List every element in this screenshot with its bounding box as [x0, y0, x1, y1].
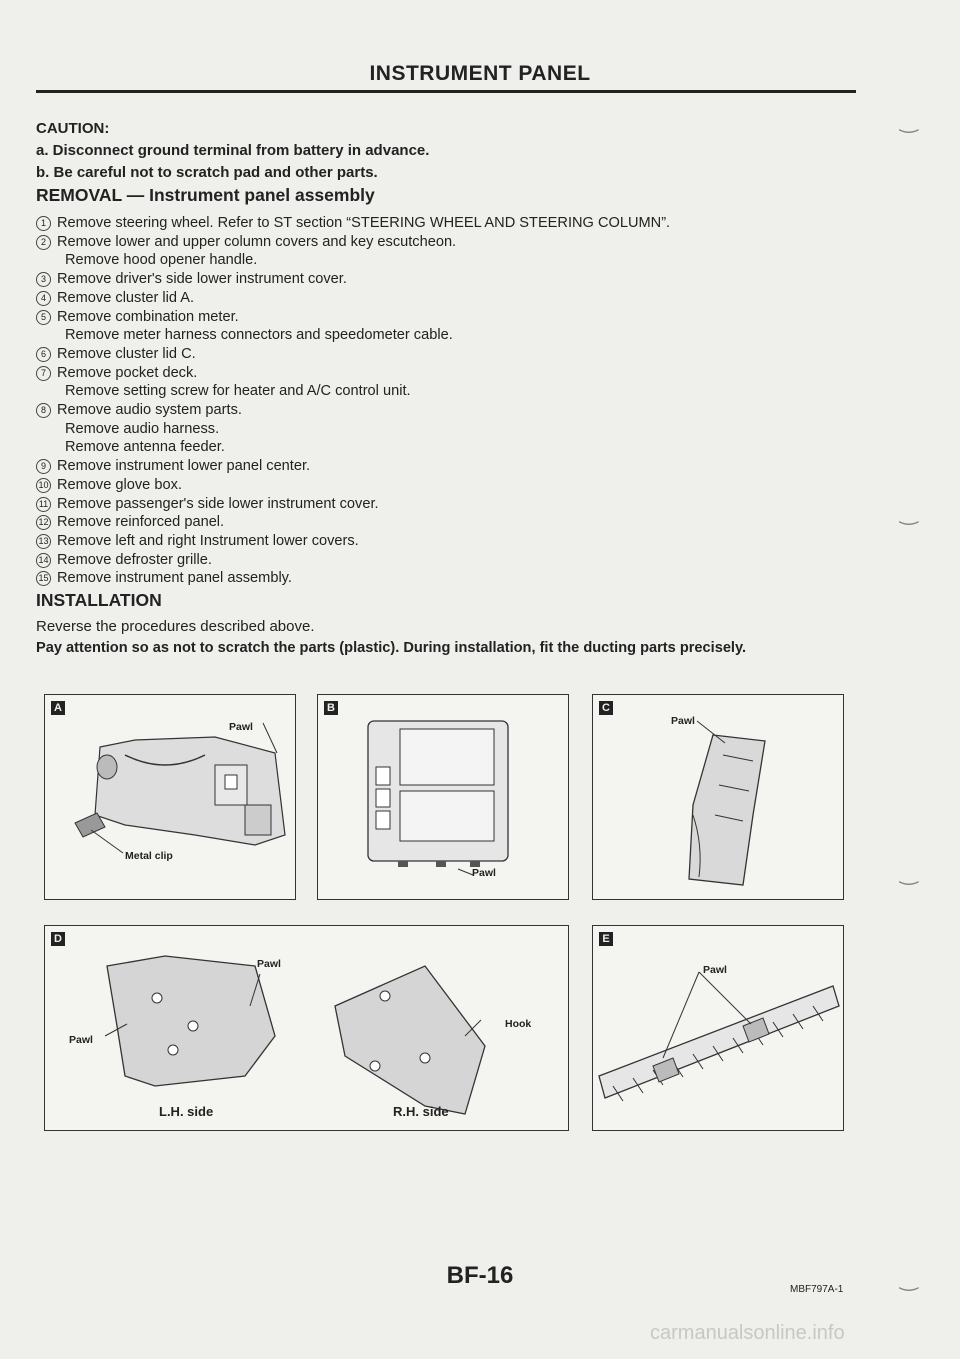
step-number-icon: 7 — [36, 366, 51, 381]
pawl-label: Pawl — [703, 964, 727, 976]
removal-step — [36, 476, 670, 495]
removal-heading: REMOVAL — Instrument panel assembly — [36, 185, 375, 205]
figure-e — [592, 925, 844, 1131]
step-number-icon: 2 — [36, 235, 51, 250]
watermark: carmanualsonline.info — [650, 1322, 845, 1344]
figure-b — [317, 694, 569, 900]
removal-substep: Remove audio harness. — [65, 420, 220, 437]
figure-a — [44, 694, 296, 900]
hook-label: Hook — [505, 1018, 532, 1030]
removal-step — [36, 308, 670, 327]
figure-tag: A — [51, 701, 65, 715]
step-text: Remove combination meter. — [57, 308, 239, 325]
removal-steps — [36, 214, 670, 588]
figure-c — [592, 694, 844, 900]
step-text: Remove steering wheel. Refer to ST section “STEERING WHEEL AND STEERING COLUMN”. — [57, 215, 671, 231]
removal-step — [36, 551, 670, 570]
step-text: Remove reinforced panel. — [57, 514, 225, 531]
lh-side-label: L.H. side — [159, 1104, 214, 1119]
figure-tag: B — [324, 701, 338, 715]
step-number-icon: 10 — [36, 478, 51, 493]
removal-step — [36, 569, 670, 588]
step-text: Remove left and right Instrument lower covers. — [57, 532, 359, 549]
caution-block — [36, 118, 429, 184]
removal-step — [36, 457, 670, 476]
pawl-left-label: Pawl — [69, 1034, 93, 1046]
pawl-label: Pawl — [229, 721, 253, 733]
pawl-label: Pawl — [671, 715, 695, 727]
installation-text: Reverse the procedures described above. — [36, 618, 315, 635]
figure-d-drawing — [45, 926, 568, 1130]
step-number-icon: 5 — [36, 310, 51, 325]
step-text: Remove audio system parts. — [57, 402, 242, 419]
removal-step — [36, 233, 670, 252]
page-number: BF-16 — [446, 1262, 514, 1289]
removal-step — [36, 495, 670, 514]
step-text: Remove instrument panel assembly. — [57, 570, 292, 587]
figure-b-drawing — [318, 695, 568, 899]
step-text: Remove defroster grille. — [57, 551, 212, 568]
step-text: Remove cluster lid A. — [57, 289, 195, 306]
step-number-icon: 12 — [36, 515, 51, 530]
step-number-icon: 13 — [36, 534, 51, 549]
step-number-icon: 11 — [36, 497, 51, 512]
step-text: Remove passenger's side lower instrument cover. — [57, 495, 379, 512]
removal-substep: Remove hood opener handle. — [65, 252, 258, 269]
binding-hole-mark: ‿ — [900, 1266, 918, 1291]
figure-e-drawing — [593, 926, 843, 1130]
removal-substep: Remove meter harness connectors and speedometer cable. — [65, 327, 453, 344]
caution-item: a. Disconnect ground terminal from battery in advance. — [36, 142, 430, 159]
step-number-icon: 1 — [36, 216, 51, 231]
page-title: INSTRUMENT PANEL — [369, 62, 591, 85]
removal-step — [36, 364, 670, 383]
removal-step — [36, 513, 670, 532]
figure-code: MBF797A-1 — [790, 1284, 844, 1295]
step-text: Remove driver's side lower instrument cover. — [57, 271, 347, 288]
removal-step — [36, 289, 670, 308]
removal-substep: Remove setting screw for heater and A/C control unit. — [65, 383, 411, 400]
figure-tag: C — [599, 701, 613, 715]
step-text: Remove instrument lower panel center. — [57, 458, 311, 475]
removal-step — [36, 214, 670, 233]
removal-step — [36, 401, 670, 420]
step-number-icon: 14 — [36, 553, 51, 568]
step-number-icon: 8 — [36, 403, 51, 418]
figure-a-drawing — [45, 695, 295, 899]
removal-step — [36, 270, 670, 289]
step-text: Remove lower and upper column covers and key escutcheon. — [57, 233, 457, 250]
step-number-icon: 6 — [36, 347, 51, 362]
installation-heading: INSTALLATION — [36, 590, 162, 610]
step-number-icon: 3 — [36, 272, 51, 287]
pawl-label: Pawl — [472, 867, 496, 879]
removal-step — [36, 345, 670, 364]
figure-tag: D — [51, 932, 65, 946]
step-number-icon: 9 — [36, 459, 51, 474]
pawl-right-label: Pawl — [257, 958, 281, 970]
title-rule — [36, 90, 856, 93]
step-number-icon: 15 — [36, 571, 51, 586]
installation-note: Pay attention so as not to scratch the parts (plastic). During installation, fit the ducting parts precisely. — [36, 640, 747, 656]
figure-c-drawing — [593, 695, 843, 899]
removal-step — [36, 532, 670, 551]
figure-d — [44, 925, 569, 1131]
binding-hole-mark: ‿ — [900, 500, 918, 525]
step-text: Remove pocket deck. — [57, 364, 198, 381]
binding-hole-mark: ‿ — [900, 860, 918, 885]
step-number-icon: 4 — [36, 291, 51, 306]
metal-clip-label: Metal clip — [125, 850, 173, 862]
step-text: Remove glove box. — [57, 476, 182, 493]
caution-item: b. Be careful not to scratch pad and other parts. — [36, 164, 378, 181]
rh-side-label: R.H. side — [393, 1104, 449, 1119]
binding-hole-mark: ‿ — [900, 108, 918, 133]
figure-tag: E — [599, 932, 613, 946]
caution-heading: CAUTION: — [36, 120, 110, 137]
removal-substep: Remove antenna feeder. — [65, 439, 225, 456]
step-text: Remove cluster lid C. — [57, 345, 196, 362]
